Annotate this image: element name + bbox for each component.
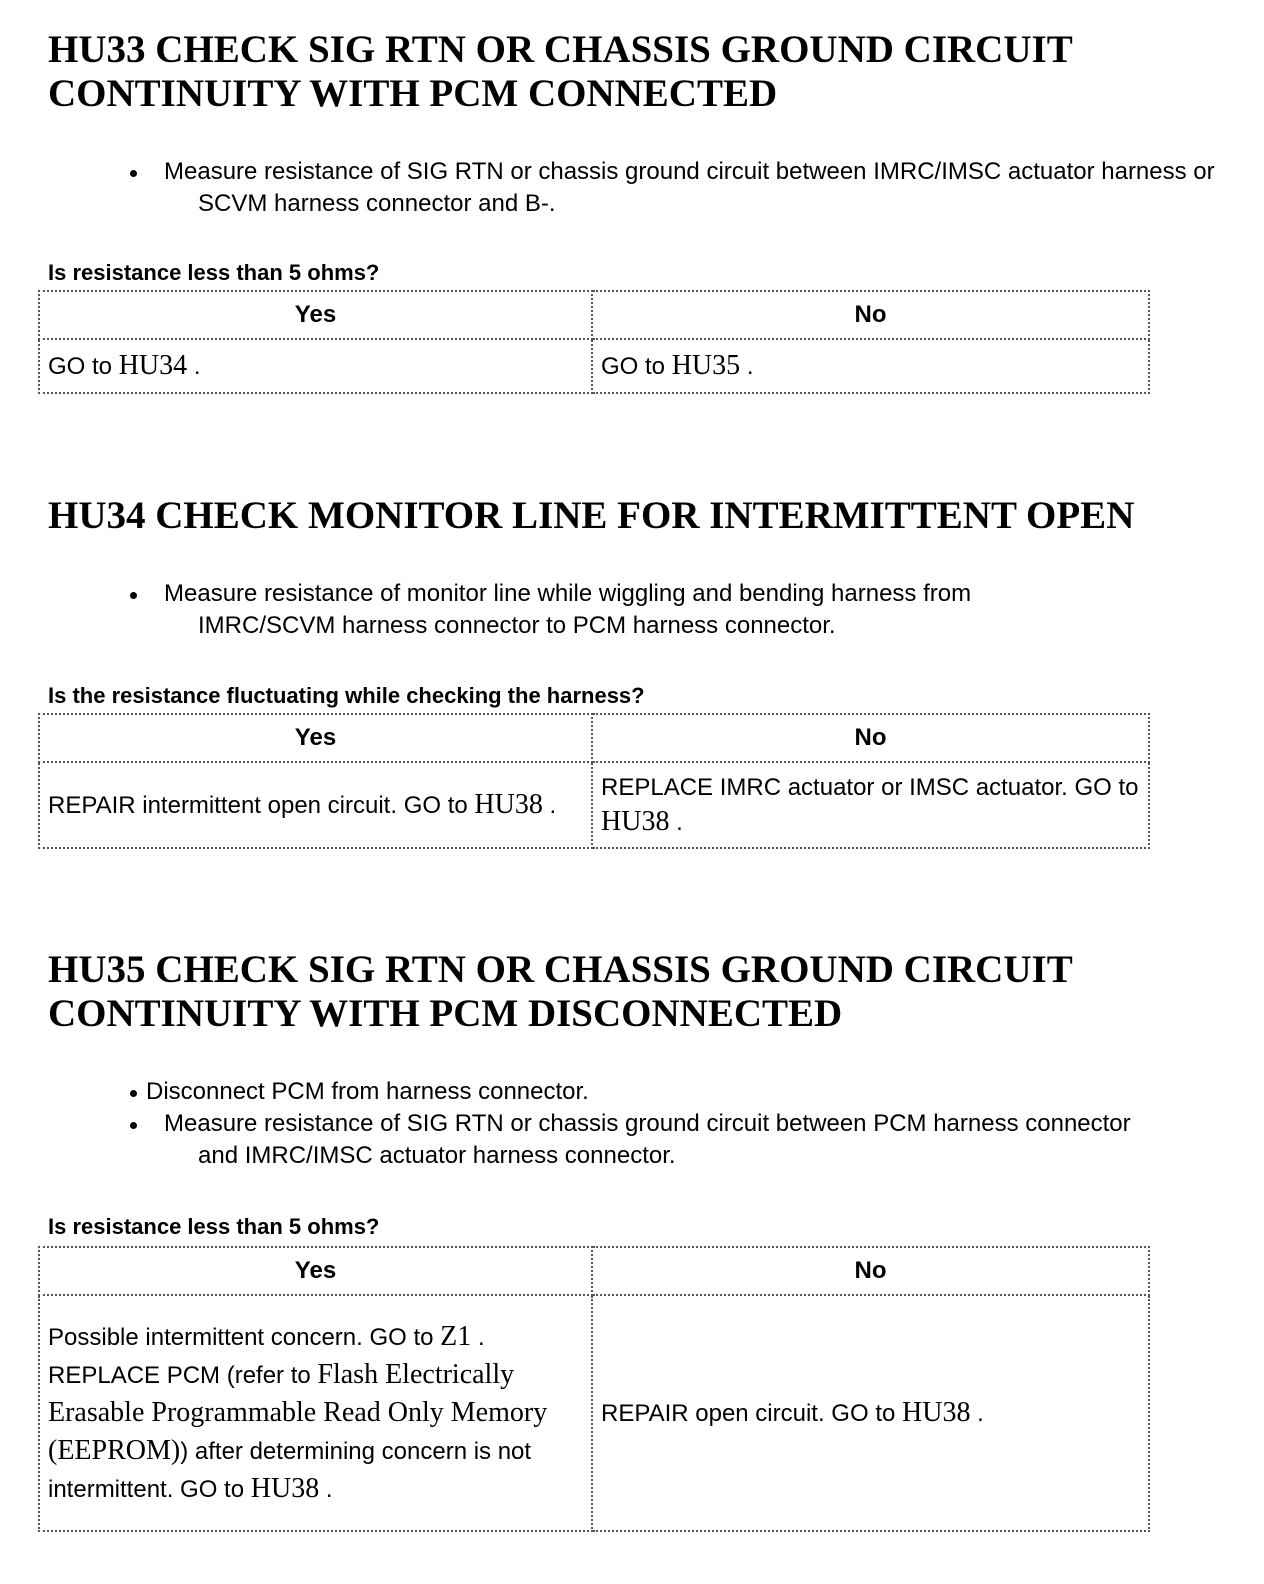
instruction-list (128, 578, 1238, 642)
link-hu38[interactable]: HU38 (902, 1397, 971, 1428)
decision-table (38, 713, 1150, 849)
decision-table (38, 290, 1150, 394)
table-header-row (39, 291, 1149, 339)
decision-question: Is resistance less than 5 ohms? (48, 260, 380, 285)
bullet-icon (130, 1090, 137, 1097)
link-z1[interactable]: Z1 (440, 1321, 472, 1352)
instruction-list (128, 156, 1238, 220)
instruction-item: Measure resistance of SIG RTN or chassis ground circuit between IMRC/IMSC actuator harness or SCVM harness connector and B-. (128, 156, 1238, 220)
instruction-item: Disconnect PCM from harness connector. (128, 1076, 1238, 1108)
bullet-icon (130, 170, 137, 177)
decision-question: Is the resistance fluctuating while checking the harness? (48, 683, 645, 708)
table-row (39, 339, 1149, 393)
no-header: No (592, 291, 1149, 339)
no-cell: REPLACE IMRC actuator or IMSC actuator. GO to HU38 . (592, 762, 1149, 848)
instruction-list (128, 1076, 1238, 1172)
yes-header: Yes (39, 1247, 592, 1295)
bullet-icon (130, 1122, 137, 1129)
table-row (39, 1295, 1149, 1531)
link-hu38[interactable]: HU38 (250, 1473, 320, 1504)
decision-table (38, 1246, 1150, 1532)
no-header: No (592, 714, 1149, 762)
instruction-item: Measure resistance of monitor line while wiggling and bending harness from IMRC/SCVM harness connector to PCM harness connector. (128, 578, 1106, 642)
table-header-row (39, 1247, 1149, 1295)
decision-question: Is resistance less than 5 ohms? (48, 1214, 380, 1239)
no-cell: REPAIR open circuit. GO to HU38 . (592, 1295, 1149, 1531)
no-cell: GO to HU35 . (592, 339, 1149, 393)
step-title: HU33 CHECK SIG RTN OR CHASSIS GROUND CIRCUIT CONTINUITY WITH PCM CONNECTED (48, 28, 1072, 115)
link-hu35[interactable]: HU35 (671, 350, 741, 381)
yes-header: Yes (39, 714, 592, 762)
link-hu38[interactable]: HU38 (601, 805, 670, 837)
link-hu38[interactable]: HU38 (474, 788, 543, 820)
link-flash-eeprom[interactable]: Flash Electrically Erasable Programmable Read Only Memory (EEPROM) (48, 1359, 548, 1466)
instruction-item: Measure resistance of SIG RTN or chassis ground circuit between PCM harness connector and IMRC/IMSC actuator harness connector. (128, 1108, 1166, 1172)
link-hu34[interactable]: HU34 (118, 350, 188, 381)
step-title: HU34 CHECK MONITOR LINE FOR INTERMITTENT OPEN (48, 494, 1135, 537)
yes-cell: GO to HU34 . (39, 339, 592, 393)
step-title: HU35 CHECK SIG RTN OR CHASSIS GROUND CIRCUIT CONTINUITY WITH PCM DISCONNECTED (48, 948, 1072, 1035)
table-header-row (39, 714, 1149, 762)
table-row (39, 762, 1149, 848)
yes-cell: Possible intermittent concern. GO to Z1 . REPLACE PCM (refer to Flash Electrically Erasable Programmable Read Only Memory (EEPROM)) after determining concern is not intermittent. GO to HU38 . (39, 1295, 592, 1531)
no-header: No (592, 1247, 1149, 1295)
bullet-icon (130, 592, 137, 599)
yes-header: Yes (39, 291, 592, 339)
yes-cell: REPAIR intermittent open circuit. GO to HU38 . (39, 762, 592, 848)
